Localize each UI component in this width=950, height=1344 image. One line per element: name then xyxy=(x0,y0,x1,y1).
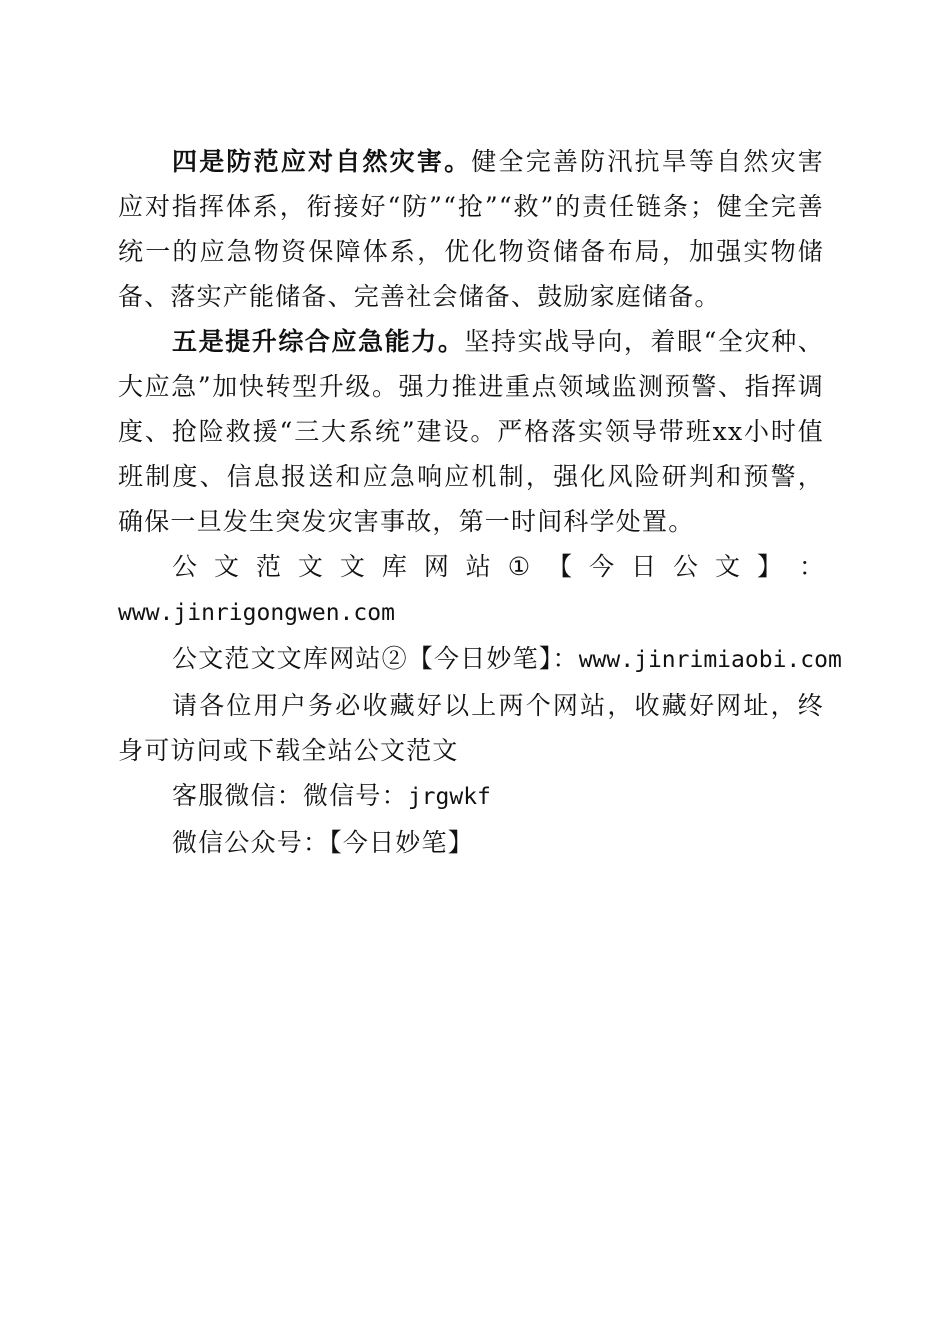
site1-char: ： xyxy=(798,552,824,581)
site1-label xyxy=(118,544,824,589)
paragraph-natural-disaster xyxy=(118,139,824,319)
site1-url-text[interactable]: www.jinrigongwen.com xyxy=(118,600,395,626)
site1-char: 文 xyxy=(715,552,741,581)
site1-char: ① xyxy=(507,552,531,581)
customer-service-id: jrgwkf xyxy=(407,784,491,810)
site1-url[interactable] xyxy=(118,589,824,636)
paragraph-emergency-capability xyxy=(118,319,824,544)
site1-char: 文 xyxy=(213,552,239,581)
paragraph-body: 坚持实战导向，着眼“全灾种、大应急”加快转型升级。强力推进重点领域监测预警、指挥调度、抢险救援“三大系统”建设。严格落实领导带班xx小时值班制度、信息报送和应急响应机制，强化风险研判和预警，确保一旦发生突发灾害事故，第一时间科学处置。 xyxy=(118,327,824,536)
notice-paragraph: 请各位用户务必收藏好以上两个网站，收藏好网址，终身可访问或下载全站公文范文 xyxy=(118,691,824,765)
official-account-line: 微信公众号：【今日妙笔】 xyxy=(172,828,474,857)
paragraph-lead: 四是防范应对自然灾害。 xyxy=(172,147,472,176)
site1-char: 今 xyxy=(589,552,615,581)
site2-url[interactable]: www.jinrimiaobi.com xyxy=(578,647,842,673)
site1-char: 公 xyxy=(172,552,198,581)
site1-char: 范 xyxy=(255,552,281,581)
site2-line xyxy=(118,636,842,683)
site1-char: 】 xyxy=(756,552,782,581)
site1-char: 库 xyxy=(381,552,407,581)
paragraph-body: 健全完善防汛抗旱等自然灾害应对指挥体系，衔接好“防”“抢”“救”的责任链条；健全完善统一的应急物资保障体系，优化物资储备布局，加强实物储备、落实产能储备、完善社会储备、鼓励家庭储备。 xyxy=(118,147,824,311)
document-page xyxy=(118,139,842,865)
site2-label: 公文范文文库网站②【今日妙笔】： xyxy=(172,644,579,673)
site1-char: 【 xyxy=(547,552,573,581)
site1-char: 网 xyxy=(423,552,449,581)
site1-char: 公 xyxy=(673,552,699,581)
paragraph-lead: 五是提升综合应急能力。 xyxy=(172,327,465,356)
site1-char: 文 xyxy=(339,552,365,581)
customer-service-line xyxy=(118,773,824,820)
customer-service-label: 客服微信：微信号： xyxy=(172,781,408,810)
site1-char: 文 xyxy=(297,552,323,581)
site1-char: 站 xyxy=(465,552,491,581)
site1-char: 日 xyxy=(631,552,657,581)
